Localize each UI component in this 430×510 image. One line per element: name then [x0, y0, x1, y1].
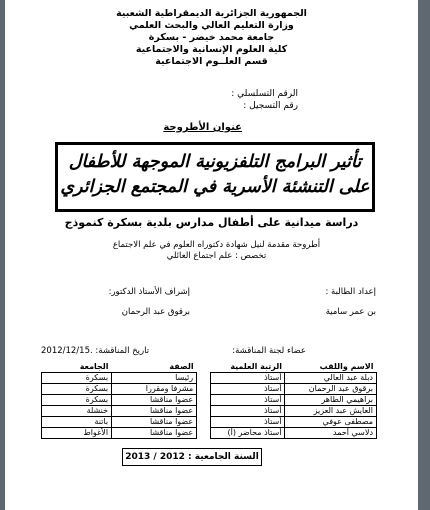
- thesis-subtitle: دراسة ميدانية على أطفال مدارس بلدية بسكرة كنموذج: [64, 216, 359, 229]
- academic-year-box: السنة الجامعية : 2012 / 2013: [122, 448, 262, 466]
- member-role: رئيسا: [112, 373, 197, 384]
- member-university: بسكرة: [42, 395, 112, 406]
- member-rank: أستاذ: [211, 373, 285, 384]
- member-university: الأغواط: [42, 428, 112, 439]
- member-university: بسكرة: [42, 384, 112, 395]
- member-name: العايش عبد العزيز: [285, 406, 377, 417]
- header-university: الجامعة: [42, 362, 112, 373]
- thesis-title-line-1: تأثير البرامج التلفزيونية الموجهة للأطفال: [68, 152, 362, 172]
- thesis-title-line-2: على التنشئة الأسرية في المجتمع الجزائري: [60, 177, 370, 197]
- member-rank: أستاذ: [211, 406, 285, 417]
- supervisor-label: إشراف الأستاذ الدكتور:: [108, 287, 190, 297]
- member-university: باتنة: [42, 417, 112, 428]
- institution-header: [5, 8, 418, 68]
- header-name: الاسم واللقب: [285, 362, 377, 373]
- column-gap: [197, 373, 211, 384]
- student-name: بن عمر سامية: [325, 307, 376, 317]
- thesis-cover-page: [5, 0, 418, 510]
- degree-line: أطروحة مقدمة لنيل شهادة دكتوراه العلوم في علم الاجتماع: [112, 240, 321, 250]
- member-name: مصطفى عوفي: [285, 417, 377, 428]
- thesis-title-box: [55, 142, 375, 212]
- member-role: عضوا مناقشا: [112, 428, 197, 439]
- column-gap: [197, 395, 211, 406]
- specialty-line: تخصص : علم اجتماع العائلي: [166, 251, 267, 261]
- table-row: [42, 373, 377, 384]
- table-row: [42, 428, 377, 439]
- table-header-row: [42, 362, 377, 373]
- registration-block: [231, 88, 298, 112]
- header-line-republic: الجمهورية الجزائرية الديمقراطية الشعبية: [116, 8, 307, 19]
- member-name: برقوق عبد الرحمان: [285, 384, 377, 395]
- serial-number-label: الرقم التسلسلي :: [231, 89, 298, 99]
- column-gap: [197, 362, 211, 373]
- column-gap: [197, 406, 211, 417]
- member-university: بسكرة: [42, 373, 112, 384]
- member-role: عضوا مناقشا: [112, 395, 197, 406]
- member-name: دبلة عبد العالي: [285, 373, 377, 384]
- member-rank: أستاذ: [211, 417, 285, 428]
- member-role: مشرفا ومقررا: [112, 384, 197, 395]
- record-number-label: رقم التسجيل :: [243, 101, 298, 111]
- member-rank: أستاذ: [211, 384, 285, 395]
- member-role: عضوا مناقشا: [112, 417, 197, 428]
- discussion-date: تاريخ المناقشة: .2012/12/15: [41, 346, 150, 356]
- header-role: الصفة: [112, 362, 197, 373]
- table-row: [42, 395, 377, 406]
- header-line-ministry: وزارة التعليم العالي والبحث العلمي: [129, 20, 294, 31]
- column-gap: [197, 417, 211, 428]
- header-line-department: قسم العلــوم الاجتماعية: [155, 56, 268, 67]
- thesis-title-label: عنوان الأطروحة: [163, 122, 242, 133]
- member-role: عضوا مناقشا: [112, 406, 197, 417]
- member-name: دلاسي أحمد: [285, 428, 377, 439]
- header-line-university: جامعة محمد خيضر - بسكرة: [148, 32, 275, 43]
- supervisor-name: برقوق عبد الرحمان: [121, 307, 190, 317]
- degree-block: [15, 240, 418, 262]
- column-gap: [197, 384, 211, 395]
- table-row: [42, 406, 377, 417]
- member-rank: أستاذ محاضر (أ): [211, 428, 285, 439]
- member-name: براهيمي الطاهر: [285, 395, 377, 406]
- committee-label: عضاء لجنة المناقشة:: [232, 346, 306, 356]
- column-gap: [197, 428, 211, 439]
- header-line-faculty: كلية العلوم الإنسانية والاجتماعية: [135, 44, 288, 55]
- table-row: [42, 417, 377, 428]
- header-rank: الرتبة العلمية: [211, 362, 285, 373]
- student-label: إعداد الطالبة :: [325, 287, 376, 297]
- member-rank: أستاذ: [211, 395, 285, 406]
- table-row: [42, 384, 377, 395]
- committee-table: [41, 362, 377, 439]
- member-university: خنشلة: [42, 406, 112, 417]
